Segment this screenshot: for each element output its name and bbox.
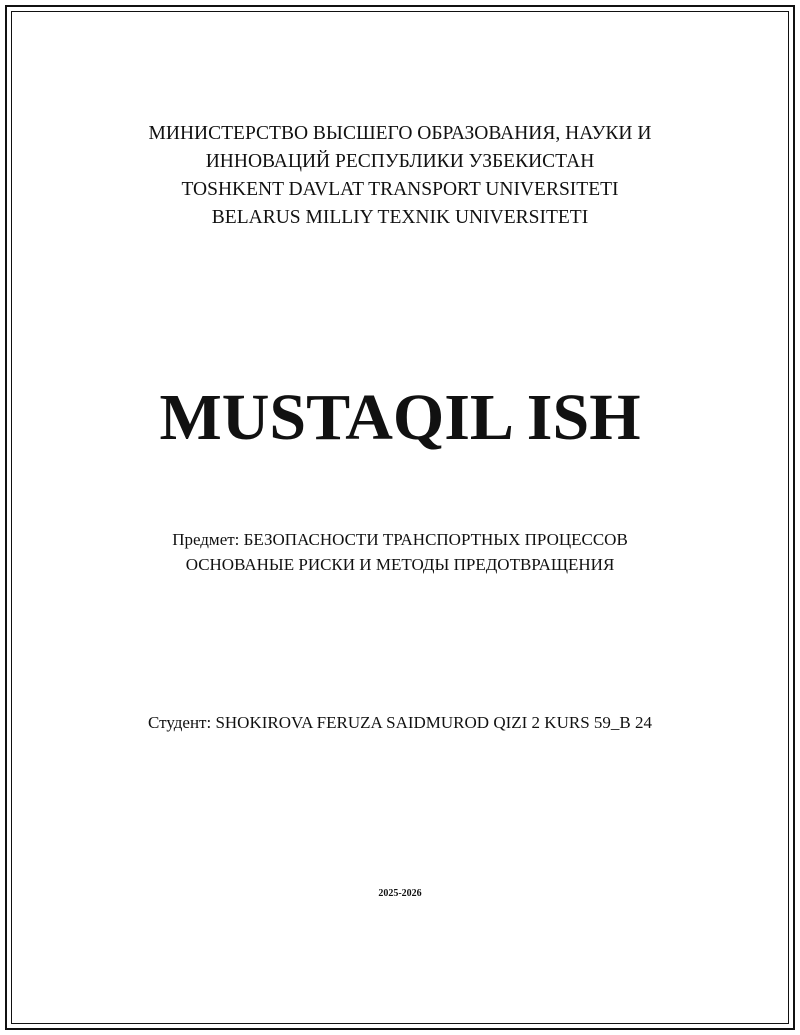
header-line-ministry-1: МИНИСТЕРСТВО ВЫСШЕГО ОБРАЗОВАНИЯ, НАУКИ И	[148, 123, 652, 144]
header-line-university-1: TOSHKENT DAVLAT TRANSPORT UNIVERSITETI	[181, 179, 619, 200]
header-line-ministry-2: ИННОВАЦИЙ РЕСПУБЛИКИ УЗБЕКИСТАН	[205, 151, 595, 172]
subject-line-1: Предмет: БЕЗОПАСНОСТИ ТРАНСПОРТНЫХ ПРОЦЕССОВ	[172, 530, 628, 549]
academic-year: 2025-2026	[378, 888, 422, 899]
subject-block	[0, 527, 800, 577]
document-title: MUSTAQIL ISH	[159, 381, 641, 454]
student-line: Студент: SHOKIROVA FERUZA SAIDMUROD QIZI 2 KURS 59_B 24	[148, 713, 652, 732]
header-line-university-2: BELARUS MILLIY TEXNIK UNIVERSITETI	[211, 207, 589, 228]
subject-line-2: ОСНОВАНЫЕ РИСКИ И МЕТОДЫ ПРЕДОТВРАЩЕНИЯ	[185, 555, 615, 574]
institution-header	[0, 120, 800, 232]
